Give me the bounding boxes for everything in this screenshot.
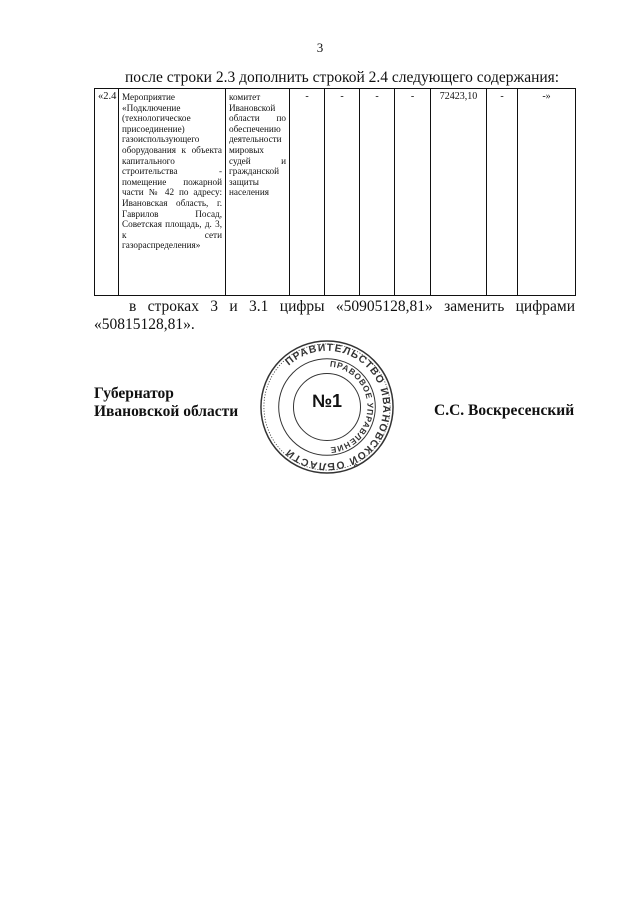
replace-paragraph-line-2: «50815128,81». xyxy=(94,316,195,333)
value-cell: - xyxy=(325,89,360,296)
executor-cell: комитет Ивановской области по обеспечению деятельности мировых судей и гражданской защиты населения xyxy=(226,89,290,296)
amount-cell: 72423,10 xyxy=(431,89,487,296)
intro-text: после строки 2.3 дополнить строкой 2.4 следующего содержания: xyxy=(125,69,560,86)
value-cell: -» xyxy=(518,89,576,296)
seal-inner-text: ПРАВОВОЕ УПРАВЛЕНИЕ xyxy=(329,358,376,456)
measure-cell: Мероприятие «Подключение (технологическое присоединение) газоиспользующего оборудования к объекта капитального строительства - помещение пожарной части № 42 по адресу: Ивановская область, г. Гаврилов Посад, Советская площадь, д. 3, к сети газораспределения» xyxy=(119,89,226,296)
seal-number: №1 xyxy=(311,391,343,411)
value-cell: - xyxy=(360,89,395,296)
seal-outer-text: ПРАВИТЕЛЬСТВО ИВАНОВСКОЙ ОБЛАСТИ xyxy=(283,342,392,472)
row-number-cell: «2.4 xyxy=(95,89,119,296)
value-cell: - xyxy=(290,89,325,296)
signatory-title-line-2: Ивановской области xyxy=(94,403,239,420)
table-row xyxy=(95,89,576,296)
replace-line-1: в строках 3 и 3.1 цифры «50905128,81» заменить цифрами xyxy=(129,298,575,315)
amendment-table xyxy=(94,88,576,296)
replace-paragraph xyxy=(94,298,575,316)
signatory-title xyxy=(94,385,238,421)
value-cell: - xyxy=(395,89,431,296)
page-number: 3 xyxy=(316,40,324,55)
signatory-name: С.С. Воскресенский xyxy=(434,402,575,419)
signatory-title-line-1: Губернатор xyxy=(94,385,174,402)
value-cell: - xyxy=(487,89,518,296)
